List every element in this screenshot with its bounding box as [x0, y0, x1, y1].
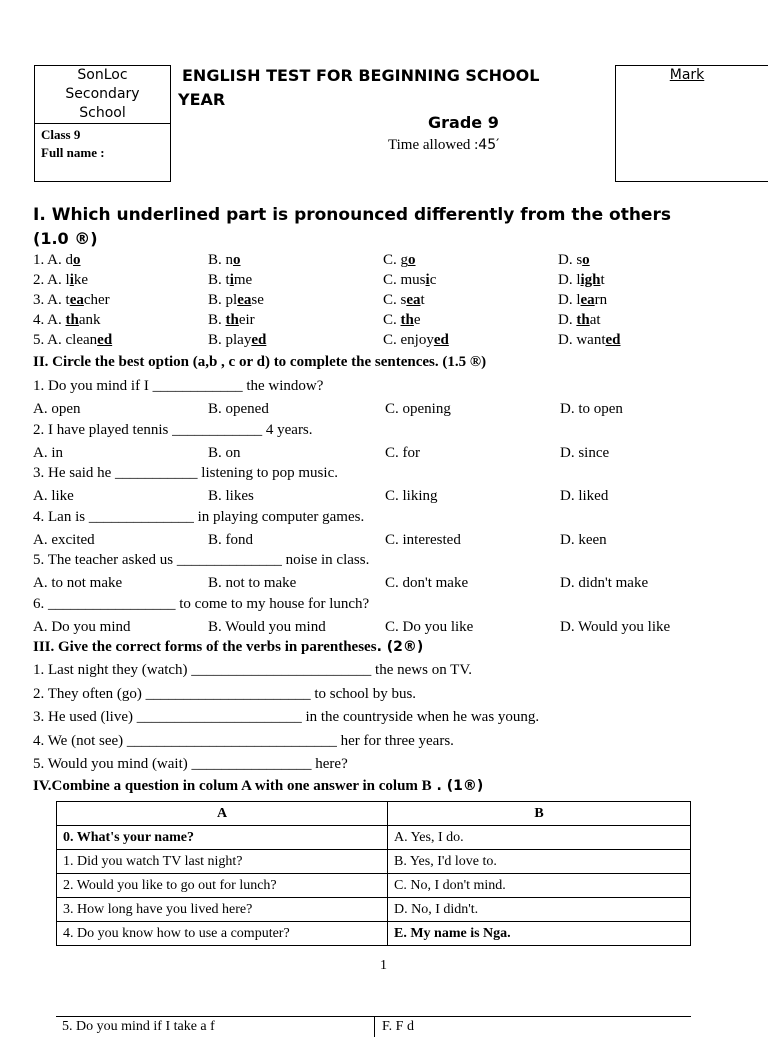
- answer-option[interactable]: D. keen: [560, 531, 607, 548]
- answer-option[interactable]: C. interested: [385, 531, 461, 548]
- underlined-part: o: [408, 252, 416, 268]
- section1-option: C. music: [383, 272, 437, 288]
- section1-option: B. no: [208, 252, 241, 268]
- answer-option[interactable]: C. Do you like: [385, 618, 474, 635]
- mark-box: [615, 65, 768, 182]
- answer-cell: A. Yes, I do.: [388, 826, 691, 850]
- column-a-header: A: [57, 802, 388, 826]
- answer-option[interactable]: D. since: [560, 444, 610, 461]
- answer-option[interactable]: D. to open: [560, 401, 623, 417]
- answer-cell: B. Yes, I'd love to.: [388, 850, 691, 874]
- answer-option[interactable]: A. in: [33, 444, 63, 461]
- time-allowed: Time allowed :45′: [388, 137, 500, 153]
- answer-option[interactable]: B. on: [208, 444, 241, 461]
- next-page-table-fragment: [56, 1016, 691, 1037]
- underlined-part: ed: [605, 332, 621, 348]
- underlined-part: ed: [251, 332, 267, 348]
- answer-option[interactable]: C. liking: [385, 488, 438, 504]
- question-cell: 4. Do you know how to use a computer?: [57, 922, 388, 946]
- grade-label: Grade 9: [428, 113, 499, 132]
- answer-cell: D. No, I didn't.: [388, 898, 691, 922]
- mark-label: Mark: [669, 67, 705, 83]
- question-cell: 0. What's your name?: [57, 826, 388, 850]
- underlined-part: ed: [433, 332, 449, 348]
- underlined-part: i: [229, 272, 234, 288]
- answer-option[interactable]: A. to not make: [33, 575, 123, 591]
- section1-option: D. that: [558, 312, 601, 328]
- table-row: [57, 874, 691, 898]
- underlined-part: ea: [580, 292, 595, 308]
- section1-option: D. wanted: [558, 332, 621, 348]
- table-row: [57, 898, 691, 922]
- underlined-part: th: [400, 312, 414, 328]
- section1-option: C. enjoyed: [383, 332, 449, 348]
- section1-points: (1.0 ®): [33, 229, 98, 248]
- table-row: [57, 850, 691, 874]
- section3-heading: III. Give the correct forms of the verbs in parentheses. (2®): [33, 639, 424, 655]
- answer-option[interactable]: B. Would you mind: [208, 618, 326, 635]
- underlined-part: o: [73, 252, 81, 268]
- question-cell: 2. Would you like to go out for lunch?: [57, 874, 388, 898]
- section1-option: B. time: [208, 272, 253, 288]
- section1-option: D. learn: [558, 292, 608, 308]
- verb-exercise-item: 4. We (not see) ____________________________ her for three years.: [33, 732, 454, 749]
- page-number: 1: [380, 958, 387, 973]
- section1-option: B. played: [208, 332, 267, 348]
- question-cell: 1. Did you watch TV last night?: [57, 850, 388, 874]
- answer-cell: C. No, I don't mind.: [388, 874, 691, 898]
- class-label: Class 9: [41, 127, 81, 142]
- question-text: 1. Do you mind if I ____________ the window?: [33, 378, 324, 394]
- verb-exercise-item: 5. Would you mind (wait) ________________ here?: [33, 756, 348, 772]
- underlined-part: th: [65, 312, 79, 328]
- table-row: [57, 922, 691, 946]
- section4-heading: IV.Combine a question in colum A with one answer in colum B . (1®): [33, 778, 484, 794]
- section1-option: 2. A. like: [33, 272, 89, 288]
- section1-heading: I. Which underlined part is pronounced differently from the others: [33, 205, 671, 225]
- fullname-label: Full name :: [41, 145, 105, 160]
- question-text: 4. Lan is ______________ in playing computer games.: [33, 508, 365, 525]
- test-title: ENGLISH TEST FOR BEGINNING SCHOOL YEAR: [178, 66, 540, 109]
- answer-option[interactable]: D. didn't make: [560, 575, 649, 591]
- underlined-part: igh: [580, 272, 601, 288]
- answer-option[interactable]: A. Do you mind: [33, 618, 131, 635]
- question-text: 5. The teacher asked us ______________ noise in class.: [33, 552, 370, 568]
- section1-option: 1. A. do: [33, 252, 81, 268]
- next-row-a: 5. Do you mind if I take a f: [62, 1019, 215, 1034]
- underlined-part: o: [582, 252, 590, 268]
- answer-option[interactable]: D. Would you like: [560, 618, 671, 635]
- answer-option[interactable]: B. fond: [208, 531, 253, 548]
- underlined-part: i: [69, 272, 74, 288]
- section1-option: C. the: [383, 312, 421, 328]
- underlined-part: o: [233, 252, 241, 268]
- question-text: 2. I have played tennis ____________ 4 years.: [33, 421, 313, 438]
- underlined-part: ed: [97, 332, 113, 348]
- section1-option: B. please: [208, 292, 264, 308]
- verb-exercise-item: 2. They often (go) ______________________ to school by bus.: [33, 685, 417, 702]
- verb-exercise-item: 1. Last night they (watch) ________________________ the news on TV.: [33, 662, 472, 678]
- answer-option[interactable]: A. excited: [33, 531, 95, 548]
- underlined-part: th: [576, 312, 590, 328]
- section1-option: C. seat: [383, 292, 425, 308]
- underlined-part: ea: [69, 292, 84, 308]
- verb-exercise-item: 3. He used (live) ______________________ in the countryside when he was young.: [33, 709, 540, 725]
- section1-option: D. light: [558, 272, 605, 288]
- answer-option[interactable]: C. for: [385, 444, 420, 461]
- answer-cell: E. My name is Nga.: [388, 922, 691, 946]
- question-cell: 3. How long have you lived here?: [57, 898, 388, 922]
- underlined-part: ea: [237, 292, 252, 308]
- answer-option[interactable]: C. opening: [385, 401, 451, 417]
- section1-option: 3. A. teacher: [33, 292, 110, 308]
- answer-option[interactable]: D. liked: [560, 488, 609, 504]
- school-name: SonLoc Secondary School: [35, 66, 170, 124]
- section1-option: 4. A. thank: [33, 312, 101, 328]
- section2-heading: II. Circle the best option (a,b , c or d) to complete the sentences. (1.5 ®): [33, 354, 487, 370]
- underlined-part: ea: [406, 292, 421, 308]
- table-row: [57, 826, 691, 850]
- matching-table: [56, 801, 691, 946]
- answer-option[interactable]: A. open: [33, 401, 81, 417]
- answer-option[interactable]: C. don't make: [385, 575, 469, 591]
- underlined-part: th: [225, 312, 239, 328]
- next-row-b: F. F d: [382, 1019, 414, 1034]
- section1-option: 5. A. cleaned: [33, 332, 113, 348]
- section1-option: B. their: [208, 312, 255, 328]
- answer-option[interactable]: B. opened: [208, 401, 269, 417]
- answer-option[interactable]: B. likes: [208, 488, 254, 504]
- underlined-part: i: [425, 272, 430, 288]
- question-text: 6. _________________ to come to my house for lunch?: [33, 595, 370, 612]
- answer-option[interactable]: A. like: [33, 488, 74, 504]
- school-box: [34, 65, 171, 182]
- question-text: 3. He said he ___________ listening to pop music.: [33, 465, 338, 481]
- section1-option: D. so: [558, 252, 590, 268]
- column-b-header: B: [388, 802, 691, 826]
- answer-option[interactable]: B. not to make: [208, 575, 297, 591]
- section1-option: C. go: [383, 252, 416, 268]
